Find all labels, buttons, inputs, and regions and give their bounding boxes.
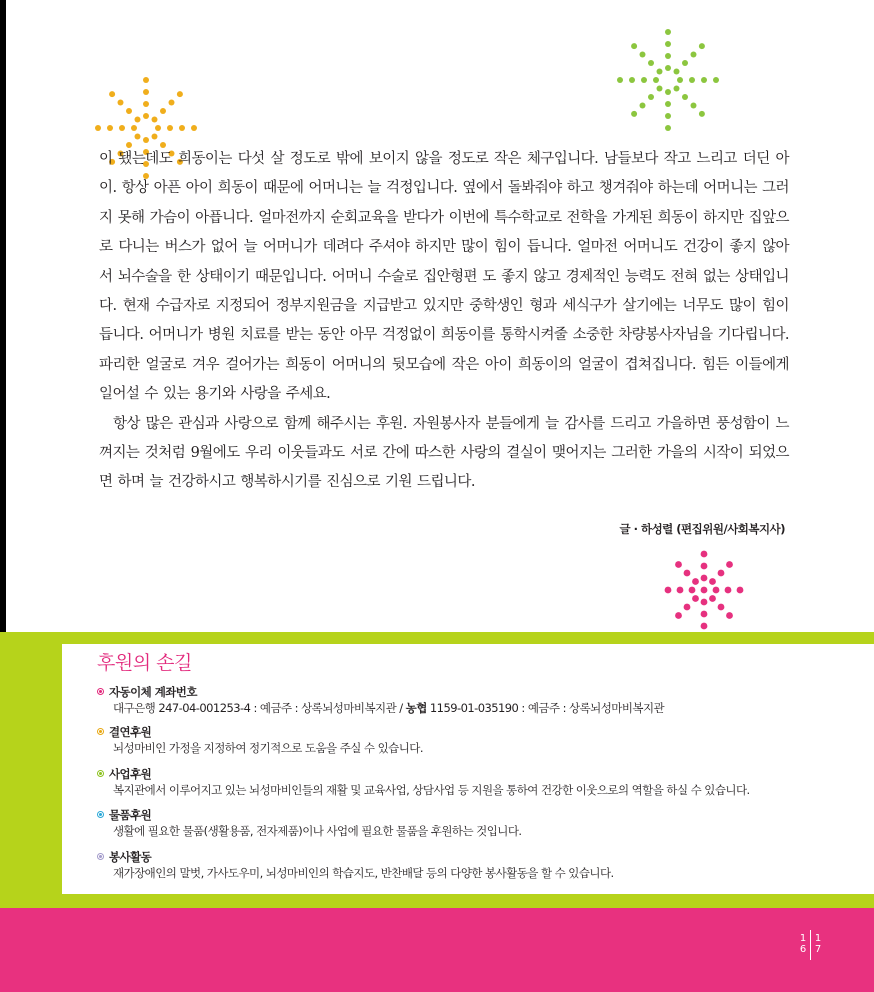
deco-dot [709, 578, 716, 585]
deco-dot [701, 77, 707, 83]
support-item-goods [97, 806, 522, 840]
account-info [97, 700, 664, 717]
deco-dot [689, 77, 695, 83]
deco-dot [684, 604, 691, 611]
deco-dot [648, 60, 654, 66]
deco-dot [701, 623, 708, 630]
deco-dot [713, 587, 720, 594]
support-item-sponsorship [97, 723, 423, 757]
deco-dot [160, 108, 166, 114]
deco-dot [653, 77, 659, 83]
deco-dot [118, 100, 124, 106]
deco-dot [726, 612, 733, 619]
deco-dot [631, 111, 637, 117]
deco-dot [169, 100, 175, 106]
left-edge-bar [0, 0, 6, 632]
deco-dot [701, 587, 708, 594]
article-paragraph-1: 이 됐는데도 희동이는 다섯 살 정도로 밖에 보이지 않을 정도로 작은 체구입니다. 남들보다 작고 느리고 더딘 아이. 항상 아픈 아이 희동이 때문에 어머니는 늘 걱정입니다. 옆에서 돌봐줘야 하고 챙겨줘야 하는데 어머니는 그러지 못해 가슴이 아픕니다. 얼마전까지 순회교육을 받다가 이번에 특수학교로 전학을 가게된 희동이 하지만 집앞으로 다니는 버스가 없어 늘 어머니가 데려다 주셔야 하지만 많이 힘이 듭니다. 얼마전 어머니도 건강이 좋지 않아서 뇌수술을 한 상태이기 때문입니다. 어머니 수술로 집안형편 도 좋지 않고 경제적인 능력도 전혀 없는 상태입니다. 현재 수급자로 지정되어 정부지원금을 지급받고 있지만 중학생인 형과 세식구가 살기에는 너무도 많이 힘이 듭니다. 어머니가 병원 치료를 받는 동안 아무 걱정없이 희동이를 통학시켜줄 소중한 차량봉사자님을 기다립니다. 파리한 얼굴로 겨우 걸어가는 희동이 어머니의 뒷모습에 작은 아이 희동이의 얼굴이 겹쳐집니다. 힘든 이들에게 일어설 수 있는 용기와 사랑을 주세요. [99, 151, 789, 403]
deco-dot [726, 561, 733, 568]
deco-dot [725, 587, 732, 594]
deco-dot [665, 89, 671, 95]
deco-dot [631, 43, 637, 49]
page-numbers [798, 933, 823, 960]
bullet-icon [97, 770, 104, 777]
deco-dot [699, 111, 705, 117]
deco-dot [135, 134, 141, 140]
bullet-icon [97, 728, 104, 735]
deco-dot [701, 599, 708, 606]
article-body [99, 145, 789, 498]
bullet-icon [97, 811, 104, 818]
deco-dot [692, 595, 699, 602]
deco-dot [155, 125, 161, 131]
deco-dot [677, 77, 683, 83]
support-title: 후원의 손길 [97, 652, 192, 674]
deco-dot [701, 563, 708, 570]
deco-dot [152, 134, 158, 140]
deco-dot [641, 77, 647, 83]
deco-dot [692, 578, 699, 585]
deco-dot [665, 53, 671, 59]
support-item-title: 봉사활동 [109, 849, 152, 864]
bank-name-1: 대구은행 [113, 701, 156, 715]
deco-dot [131, 125, 137, 131]
page-number-right [813, 933, 823, 960]
byline-author: 글 · 하성렬 [619, 522, 673, 536]
deco-dot [665, 125, 671, 131]
byline [619, 521, 785, 537]
deco-dot [689, 587, 696, 594]
deco-dot [675, 612, 682, 619]
deco-dot [674, 86, 680, 92]
support-item-auto-transfer [97, 683, 664, 717]
deco-dot [713, 77, 719, 83]
deco-dot [107, 125, 113, 131]
article-paragraph-2: 항상 많은 관심과 사랑으로 함께 해주시는 후원. 자원봉사자 분들에게 늘 감사를 드리고 가을하면 풍성함이 느껴지는 것처럼 9월에도 우리 이웃들과도 서로 간에 따스한 사랑의 결실이 맺어지는 그러한 가을의 시작이 되었으면 하며 늘 건강하시고 행복하시기를 진심으로 기원 드립니다. [99, 415, 789, 491]
support-item-desc: 뇌성마비인 가정을 지정하여 정기적으로 도움을 주실 수 있습니다. [113, 741, 423, 755]
deco-dot [648, 94, 654, 100]
deco-dot [179, 125, 185, 131]
deco-dot [701, 611, 708, 618]
deco-dot [665, 113, 671, 119]
deco-dot [143, 77, 149, 83]
green-dot-burst [610, 22, 726, 138]
account-number-2: 1159-01-035190 : 예금주 : 상록뇌성마비복지관 [429, 701, 665, 715]
support-item-desc: 복지관에서 이루어지고 있는 뇌성마비인들의 재활 및 교육사업, 상담사업 등 지원을 통하여 건강한 이웃으로의 역할을 하실 수 있습니다. [113, 783, 750, 797]
support-item-title: 자동이체 계좌번호 [109, 684, 197, 699]
bullet-icon [97, 688, 104, 695]
deco-dot [640, 52, 646, 58]
support-item-desc: 재가장애인의 말벗, 가사도우미, 뇌성마비인의 학습지도, 반찬배달 등의 다양한 봉사활동을 할 수 있습니다. [113, 866, 614, 880]
deco-dot [629, 77, 635, 83]
deco-dot [95, 125, 101, 131]
deco-dot [657, 86, 663, 92]
page-divider [810, 930, 811, 960]
deco-dot [143, 101, 149, 107]
support-item-title: 물품후원 [109, 807, 152, 822]
pink-footer-band [0, 908, 874, 992]
deco-dot [691, 103, 697, 109]
deco-dot [191, 125, 197, 131]
support-item-title: 사업후원 [109, 766, 152, 781]
deco-dot [109, 91, 115, 97]
deco-dot [135, 117, 141, 123]
digit: 6 [799, 944, 807, 955]
deco-dot [682, 60, 688, 66]
deco-dot [674, 69, 680, 75]
byline-role: (편집위원/사회복지사) [676, 522, 785, 536]
support-item-desc: 생활에 필요한 물품(생활용품, 전자제품)이나 사업에 필요한 물품을 후원하는 것입니다. [113, 824, 522, 838]
deco-dot [665, 65, 671, 71]
deco-dot [665, 29, 671, 35]
deco-dot [126, 108, 132, 114]
deco-dot [665, 101, 671, 107]
deco-dot [699, 43, 705, 49]
deco-dot [677, 587, 684, 594]
deco-dot [617, 77, 623, 83]
deco-dot [691, 52, 697, 58]
deco-dot [684, 570, 691, 577]
deco-dot [143, 89, 149, 95]
deco-dot [718, 570, 725, 577]
bank-name-2: 농협 [405, 701, 427, 715]
account-number-1: 247-04-001253-4 : 예금주 : 상록뇌성마비복지관 / [158, 701, 406, 715]
deco-dot [143, 137, 149, 143]
deco-dot [665, 41, 671, 47]
deco-dot [701, 551, 708, 558]
bullet-icon [97, 853, 104, 860]
deco-dot [657, 69, 663, 75]
support-item-title: 결연후원 [109, 724, 152, 739]
support-item-volunteer [97, 848, 614, 882]
deco-dot [701, 575, 708, 582]
deco-dot [167, 125, 173, 131]
page-number-left [798, 933, 808, 960]
digit: 1 [814, 933, 822, 944]
deco-dot [143, 113, 149, 119]
deco-dot [675, 561, 682, 568]
deco-dot [737, 587, 744, 594]
deco-dot [718, 604, 725, 611]
deco-dot [119, 125, 125, 131]
deco-dot [177, 91, 183, 97]
digit: 7 [814, 944, 822, 955]
pink-dot-burst [656, 542, 752, 638]
support-item-business [97, 765, 750, 799]
deco-dot [640, 103, 646, 109]
digit: 1 [799, 933, 807, 944]
deco-dot [665, 587, 672, 594]
deco-dot [152, 117, 158, 123]
deco-dot [709, 595, 716, 602]
deco-dot [682, 94, 688, 100]
